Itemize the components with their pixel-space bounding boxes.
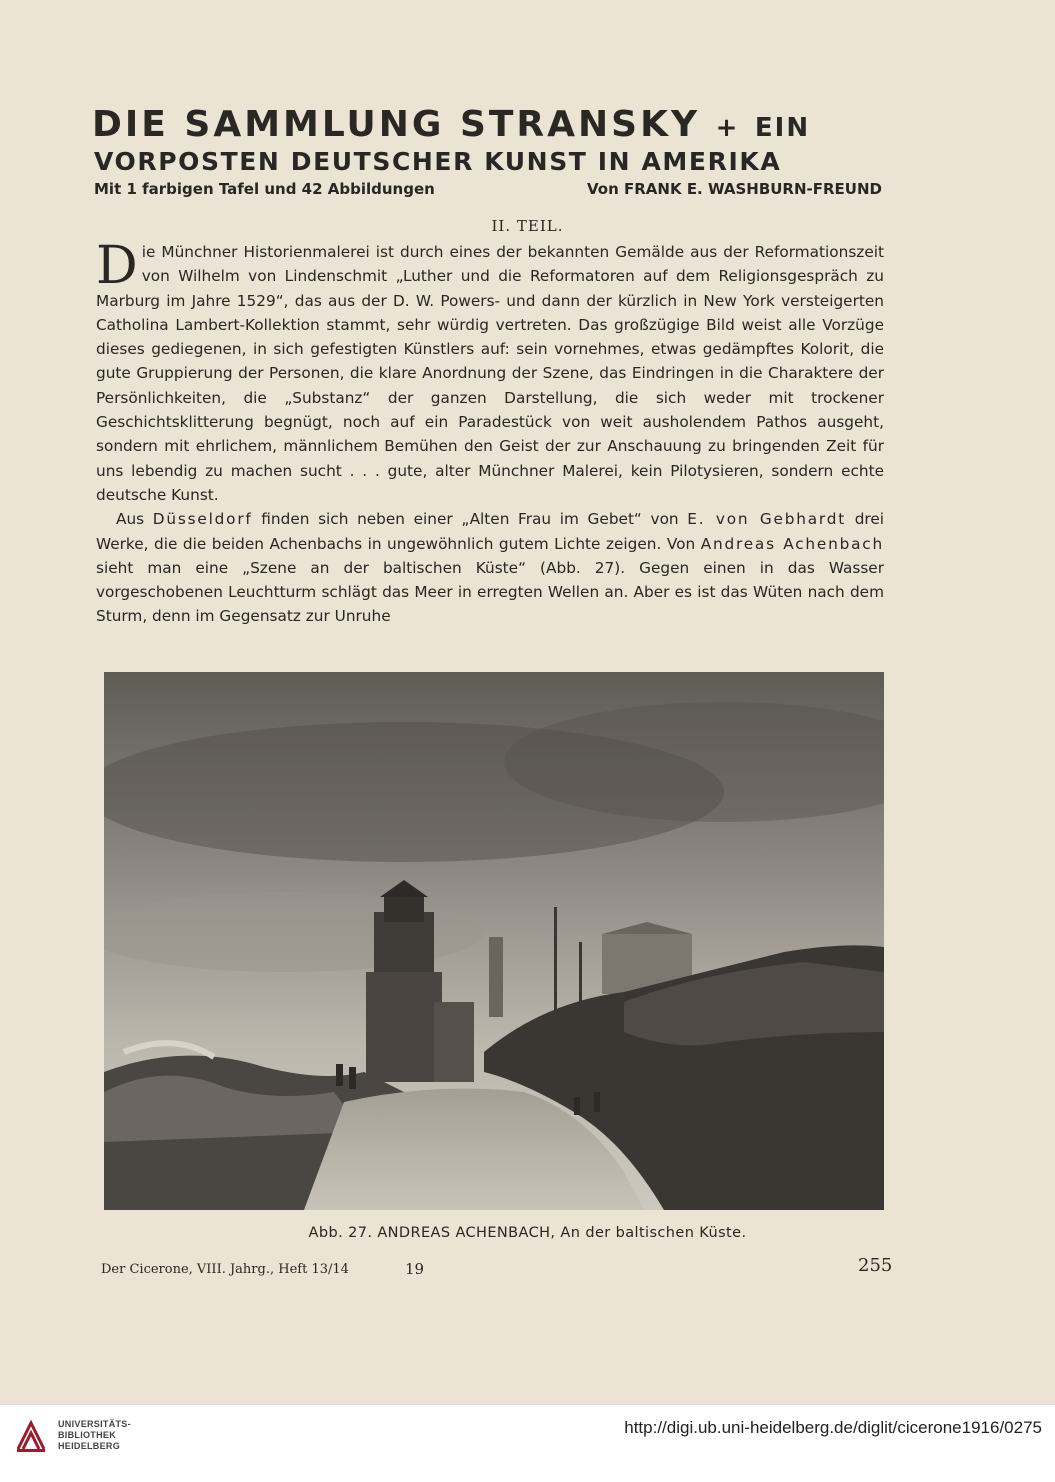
library-footer-bar: [0, 1404, 1055, 1482]
article-body: [96, 236, 885, 629]
paragraph-1: [96, 236, 884, 507]
title-main: DIE SAMMLUNG STRANSKY: [92, 104, 701, 145]
city-name: Düsseldorf: [152, 510, 253, 529]
paragraph-2-text-d: sieht man eine „Szene an der baltischen Küste“ (Abb. 27). Gegen einen in das Wasser vorgeschobenen Leuchtturm schlägt das Meer in erregten Wellen an. Aber es ist das Wüten nach dem Sturm, denn im Gegensatz zur Unruhe: [96, 558, 884, 626]
paragraph-2-text-a: Aus: [116, 510, 153, 529]
title-separator: +: [715, 113, 740, 143]
article-subline: [94, 180, 882, 198]
permalink-url[interactable]: http://digi.ub.uni-heidelberg.de/diglit/cicerone1916/0275: [624, 1418, 1042, 1437]
paragraph-2-text-c: drei Werke, die die beiden Achenbachs in ungewöhnlich gutem Lichte zeigen. Von: [96, 510, 885, 553]
plates-note: Mit 1 farbigen Tafel und 42 Abbildungen: [94, 180, 435, 198]
library-name-line3: HEIDELBERG: [58, 1441, 121, 1451]
journal-reference: Der Cicerone, VIII. Jahrg., Heft 13/14: [101, 1262, 349, 1277]
part-heading: II. TEIL.: [491, 217, 564, 235]
paragraph-2-text-b: finden sich neben einer „Alten Frau im Gebet“ von: [252, 510, 688, 529]
library-name-line1: UNIVERSITÄTS-: [58, 1419, 131, 1429]
paragraph-2: [96, 507, 884, 628]
university-library-logo-icon: [14, 1419, 48, 1453]
artist-andreas-achenbach: Andreas Achenbach: [700, 534, 884, 553]
drop-cap: D: [96, 236, 138, 296]
library-name-line2: BIBLIOTHEK: [58, 1430, 116, 1440]
author-line: Von FRANK E. WASHBURN-FREUND: [587, 180, 882, 198]
painting-reproduction: [104, 672, 884, 1210]
library-name: [58, 1419, 131, 1452]
title-tail: EIN: [754, 113, 811, 143]
article-title-line1: [92, 104, 882, 145]
sheet-signature: 19: [405, 1260, 425, 1278]
seascape-lighthouse-image: [104, 672, 884, 1210]
paragraph-1-text: ie Münchner Historienmalerei ist durch eines der bekannten Gemälde aus der Reformationszeit von Wilhelm von Lindenschmit „Luther und die Reformatoren auf dem Religionsgespräch zu Marburg im Jahre 1529“, das aus der D. W. Powers- und dann der kürzlich in New York versteigerten Catholina Lambert-Kollektion stammt, sehr würdig vertreten. Das großzügige Bild weist alle Vorzüge dieses gediegenen, in sich gefestigten Künstlers auf: sein vornehmes, etwas gedämpftes Kolorit, die gute Gruppierung der Personen, die klare Anordnung der Szene, das Eindringen in die Charaktere der Persönlichkeiten, die „Substanz“ der ganzen Darstellung, die sich weder mit trockener Geschichtsklitterung begnügt, noch auf ein Paradestück von weit ausholendem Pathos ausgeht, sondern mit ehrlichem, männlichem Bemühen den Geist der zur Anschauung zu bringenden Zeit für uns lebendig zu machen sucht . . . gute, alter Münchner Malerei, kein Pilotysieren, sondern echte deutsche Kunst.: [96, 243, 884, 504]
page-number: 255: [858, 1255, 893, 1276]
figure-caption: Abb. 27. ANDREAS ACHENBACH, An der baltischen Küste.: [308, 1225, 747, 1241]
article-title-line2: VORPOSTEN DEUTSCHER KUNST IN AMERIKA: [94, 147, 782, 176]
artist-gebhardt: E. von Gebhardt: [687, 510, 847, 529]
